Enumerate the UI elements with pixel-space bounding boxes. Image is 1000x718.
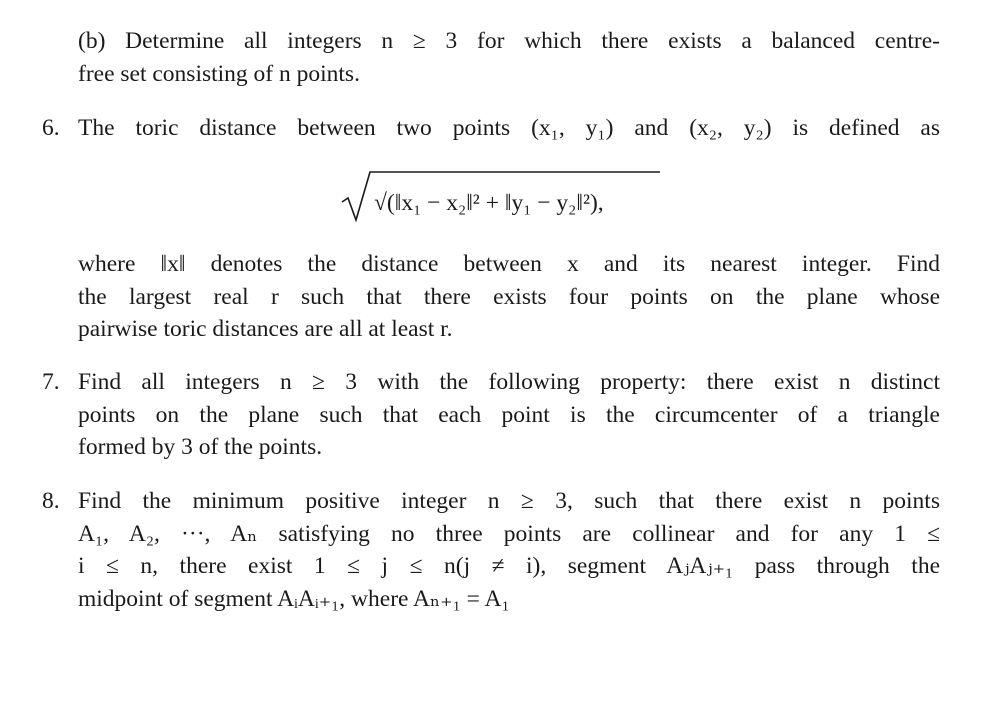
problem-7-line-3: formed by 3 of the points. [78, 434, 323, 460]
formula-text: √(‖x₁ − x₂‖² + ‖y₁ − y₂‖²), [374, 190, 604, 216]
problem-7-line-1: Find all integers n ≥ 3 with the following property: there exist n distinct [78, 369, 940, 395]
problem-8-line-4: midpoint of segment AᵢAᵢ₊₁, where Aₙ₊₁ = A₁ [78, 586, 510, 612]
problem-6-line-4: pairwise toric distances are all at least r. [78, 316, 453, 342]
problem-8-line-2: A₁, A₂, ···, Aₙ satisfying no three points are collinear and for any 1 ≤ [78, 521, 940, 547]
toric-distance-formula [340, 166, 680, 226]
problem-8-line-1: Find the minimum positive integer n ≥ 3, such that there exist n points [78, 488, 940, 514]
problem-5b-line-2: free set consisting of n points. [78, 61, 360, 87]
problem-6-line-3: the largest real r such that there exists four points on the plane whose [78, 284, 940, 310]
radical-sign [340, 166, 680, 226]
problem-8-number: 8. [42, 488, 60, 514]
problem-8-line-3: i ≤ n, there exist 1 ≤ j ≤ n(j ≠ i), segment AⱼAⱼ₊₁ pass through the [78, 553, 940, 579]
problem-6-line-1: The toric distance between two points (x₁, y₁) and (x₂, y₂) is defined as [78, 115, 940, 141]
problem-5b-line-1: (b) Determine all integers n ≥ 3 for which there exists a balanced centre- [78, 28, 940, 54]
problem-7-line-2: points on the plane such that each point is the circumcenter of a triangle [78, 402, 940, 428]
problem-7-number: 7. [42, 369, 60, 395]
problem-6-number: 6. [42, 115, 60, 141]
problem-6-line-2: where ‖x‖ denotes the distance between x and its nearest integer. Find [78, 251, 940, 277]
